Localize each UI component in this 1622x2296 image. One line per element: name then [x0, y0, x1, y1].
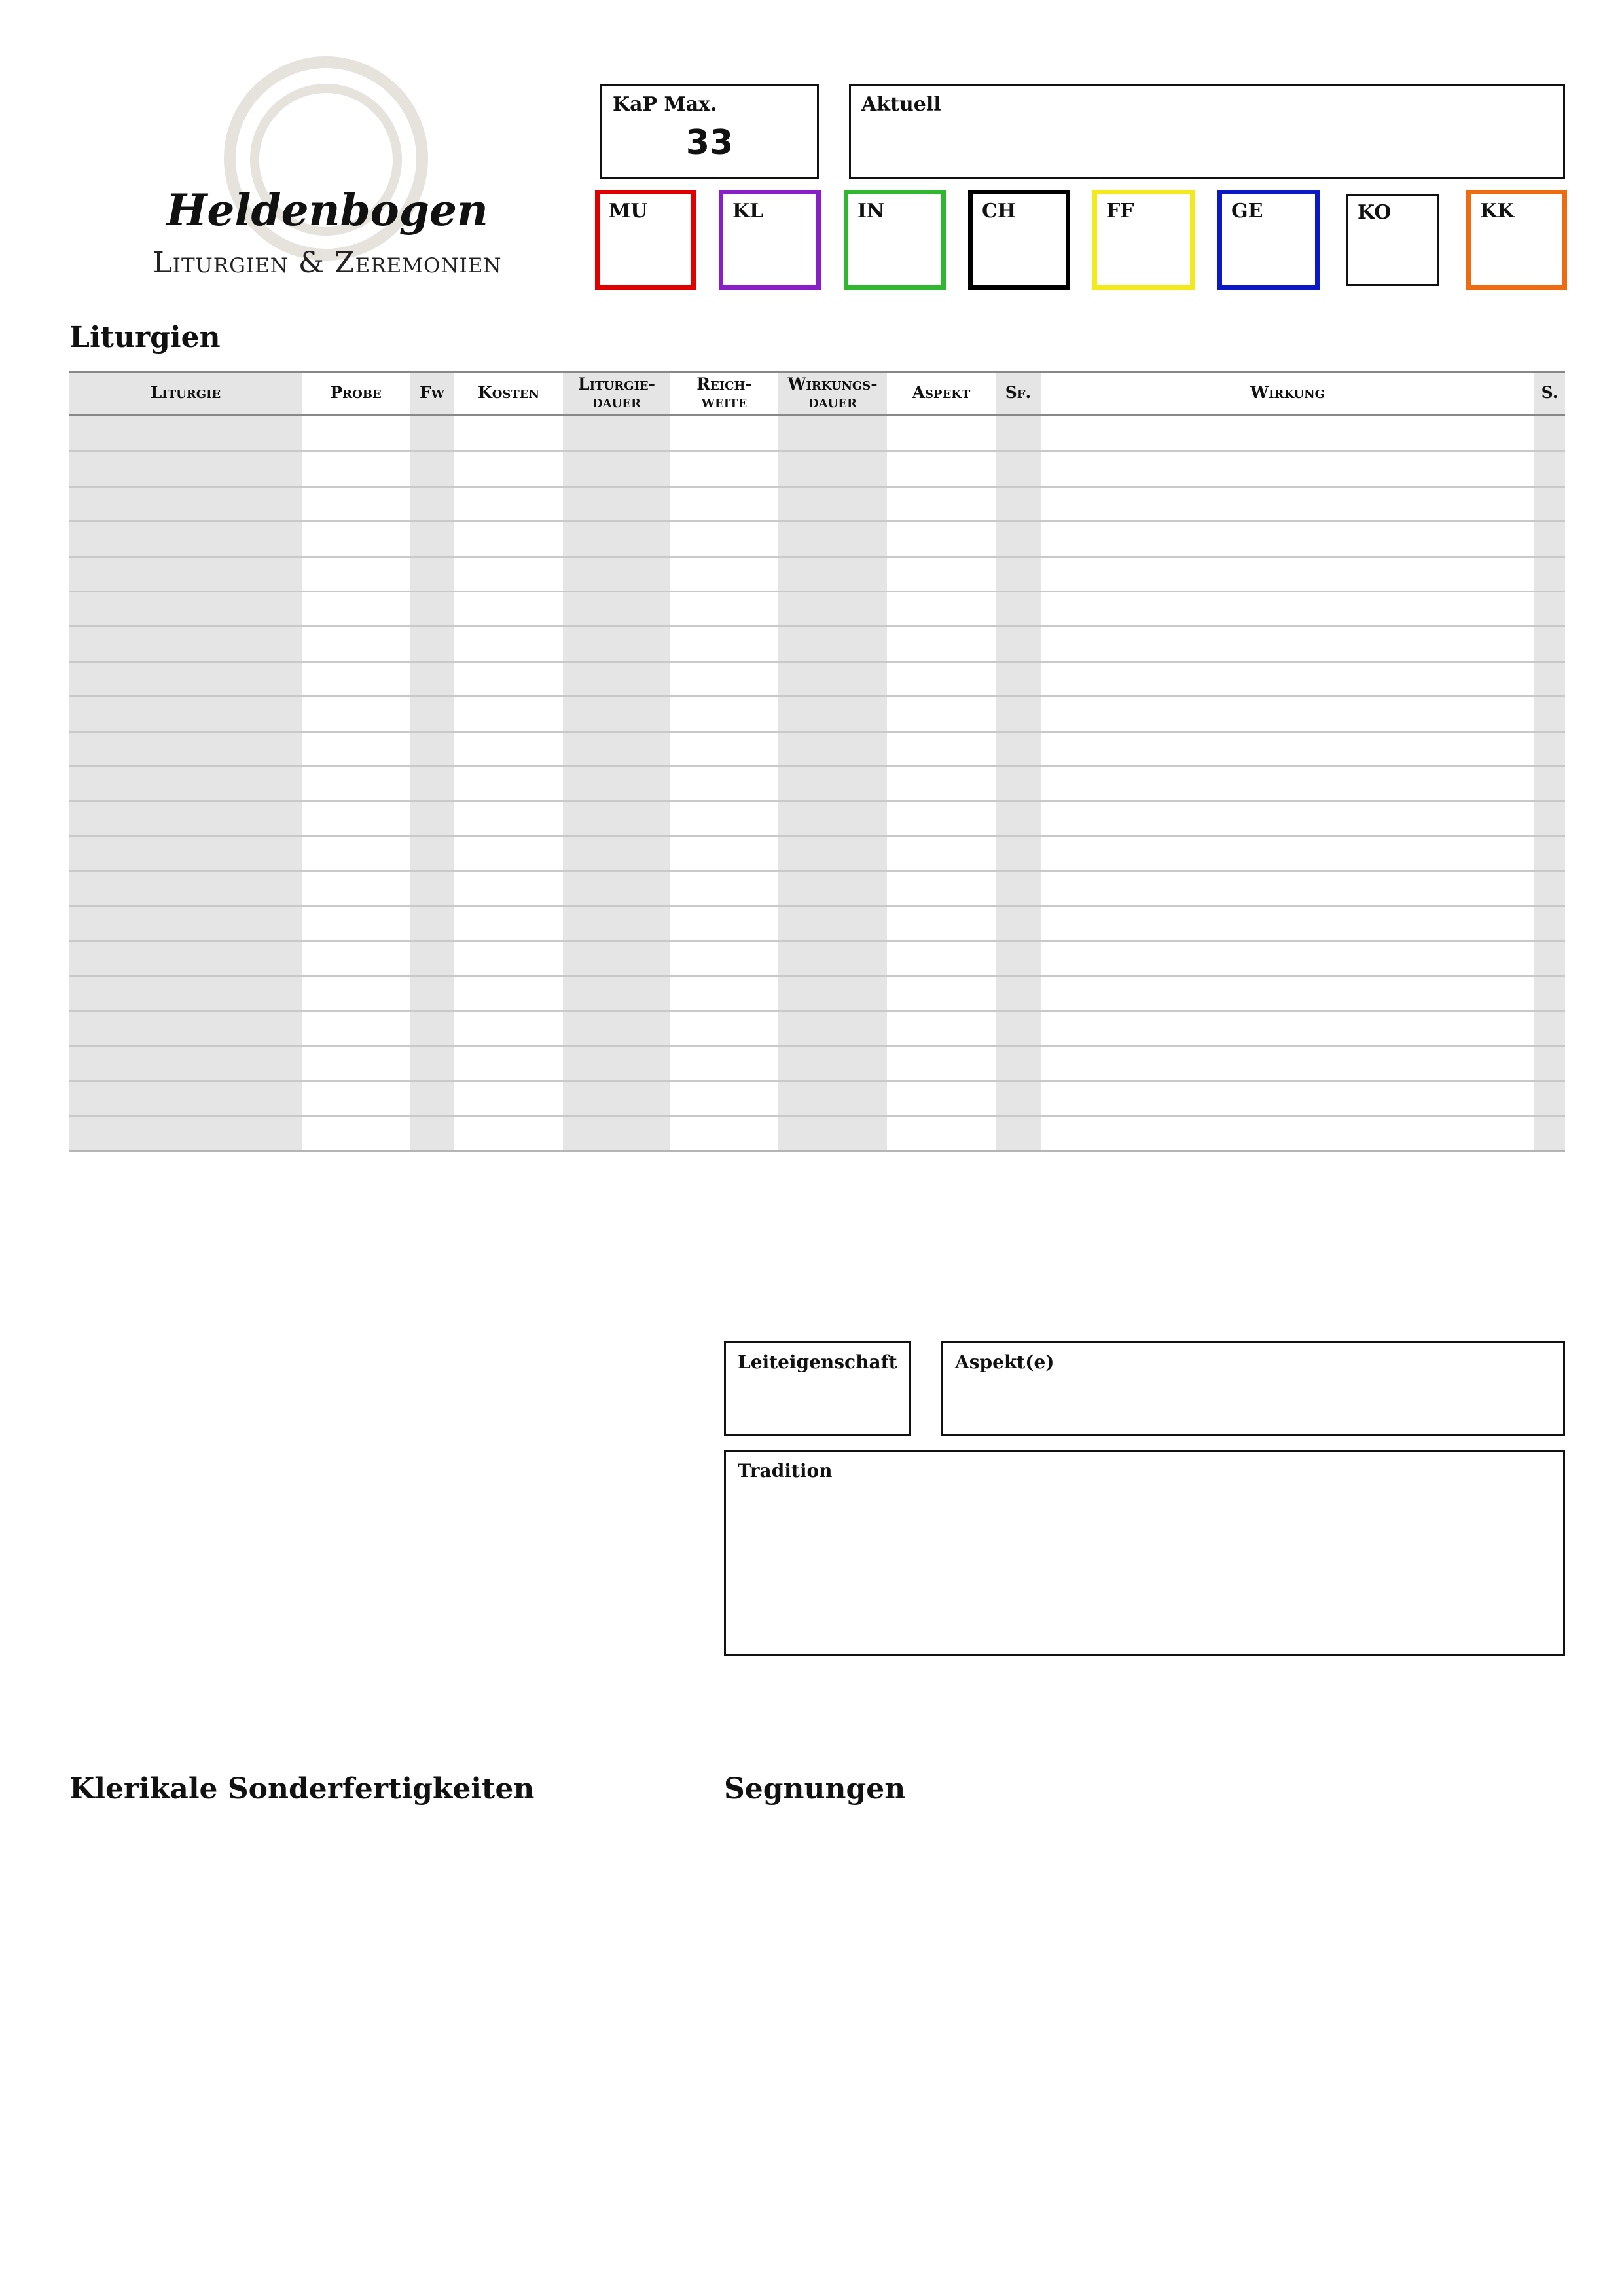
attr-mu-label: MU: [609, 200, 648, 223]
leiteigenschaft-box[interactable]: [724, 1341, 911, 1436]
kap-max-label: KaP Max.: [613, 93, 717, 116]
aspekte-box[interactable]: [941, 1341, 1565, 1436]
attr-kl-box[interactable]: [719, 190, 821, 290]
attr-kk-box[interactable]: [1466, 190, 1567, 290]
col-header-liturgiedauer: Liturgie- dauer: [578, 374, 655, 411]
kap-max-value: 33: [685, 123, 734, 162]
col-shade-wirkungsdauer: [778, 371, 887, 1150]
col-shade-liturgiedauer: [563, 371, 670, 1150]
col-header-wirkung: Wirkung: [1250, 383, 1325, 403]
kap-max-box[interactable]: [600, 84, 819, 179]
table-row[interactable]: [69, 486, 1565, 488]
attr-kk-label: KK: [1480, 200, 1515, 223]
table-row[interactable]: [69, 520, 1565, 522]
table-row[interactable]: [69, 835, 1565, 837]
logo-subtitle: Liturgien & Zeremonien: [153, 246, 502, 280]
leiteigenschaft-label: Leiteigenschaft: [738, 1351, 897, 1373]
tradition-label: Tradition: [738, 1460, 833, 1482]
table-row[interactable]: [69, 940, 1565, 942]
tradition-box[interactable]: [724, 1450, 1565, 1656]
col-shade-liturgie: [69, 371, 302, 1150]
col-header-fw: Fw: [420, 383, 444, 403]
table-row[interactable]: [69, 556, 1565, 558]
table-header-bottom-line: [69, 414, 1565, 416]
segnungen-heading: Segnungen: [724, 1772, 906, 1806]
attr-ge-box[interactable]: [1217, 190, 1320, 290]
attr-in-label: IN: [857, 200, 885, 223]
table-row[interactable]: [69, 905, 1565, 907]
table-row[interactable]: [69, 625, 1565, 627]
table-row[interactable]: [69, 731, 1565, 733]
table-row[interactable]: [69, 695, 1565, 697]
col-header-wirkungsdauer: Wirkungs- dauer: [787, 374, 878, 411]
col-shade-sf: [996, 371, 1041, 1150]
table-row[interactable]: [69, 870, 1565, 872]
attr-ff-label: FF: [1106, 200, 1134, 223]
table-row[interactable]: [69, 800, 1565, 802]
table-row[interactable]: [69, 1080, 1565, 1082]
col-shade-s: [1534, 371, 1565, 1150]
col-header-aspekt: Aspekt: [912, 383, 971, 403]
attr-mu-box[interactable]: [595, 190, 696, 290]
logo-title: Heldenbogen: [166, 185, 488, 236]
table-row[interactable]: [69, 591, 1565, 592]
table-row[interactable]: [69, 450, 1565, 452]
col-header-probe: Probe: [330, 383, 382, 403]
col-header-liturgie: Liturgie: [150, 383, 221, 403]
liturgies-heading: Liturgien: [69, 321, 221, 354]
table-row[interactable]: [69, 1045, 1565, 1047]
attr-ko-label: KO: [1358, 201, 1392, 224]
table-row[interactable]: [69, 1010, 1565, 1012]
table-row[interactable]: [69, 661, 1565, 663]
klerikale-heading: Klerikale Sonderfertigkeiten: [69, 1772, 535, 1806]
attr-ch-box[interactable]: [968, 190, 1070, 290]
col-header-reichweite: Reich- weite: [696, 374, 752, 411]
attr-in-box[interactable]: [844, 190, 946, 290]
table-row[interactable]: [69, 1115, 1565, 1117]
table-row[interactable]: [69, 765, 1565, 767]
attr-kl-label: KL: [732, 200, 764, 223]
table-row[interactable]: [69, 1150, 1565, 1152]
aspekte-label: Aspekt(e): [955, 1351, 1054, 1373]
col-header-sf: Sf.: [1005, 383, 1032, 403]
attr-ge-label: GE: [1231, 200, 1263, 223]
col-header-kosten: Kosten: [478, 383, 539, 403]
kap-current-box[interactable]: [849, 84, 1565, 179]
attr-ff-box[interactable]: [1092, 190, 1195, 290]
kap-current-label: Aktuell: [861, 93, 941, 116]
table-row[interactable]: [69, 975, 1565, 977]
col-header-s: S.: [1541, 383, 1559, 403]
attr-ch-label: CH: [982, 200, 1017, 223]
attr-ko-box[interactable]: [1346, 194, 1439, 286]
col-shade-fw: [410, 371, 454, 1150]
